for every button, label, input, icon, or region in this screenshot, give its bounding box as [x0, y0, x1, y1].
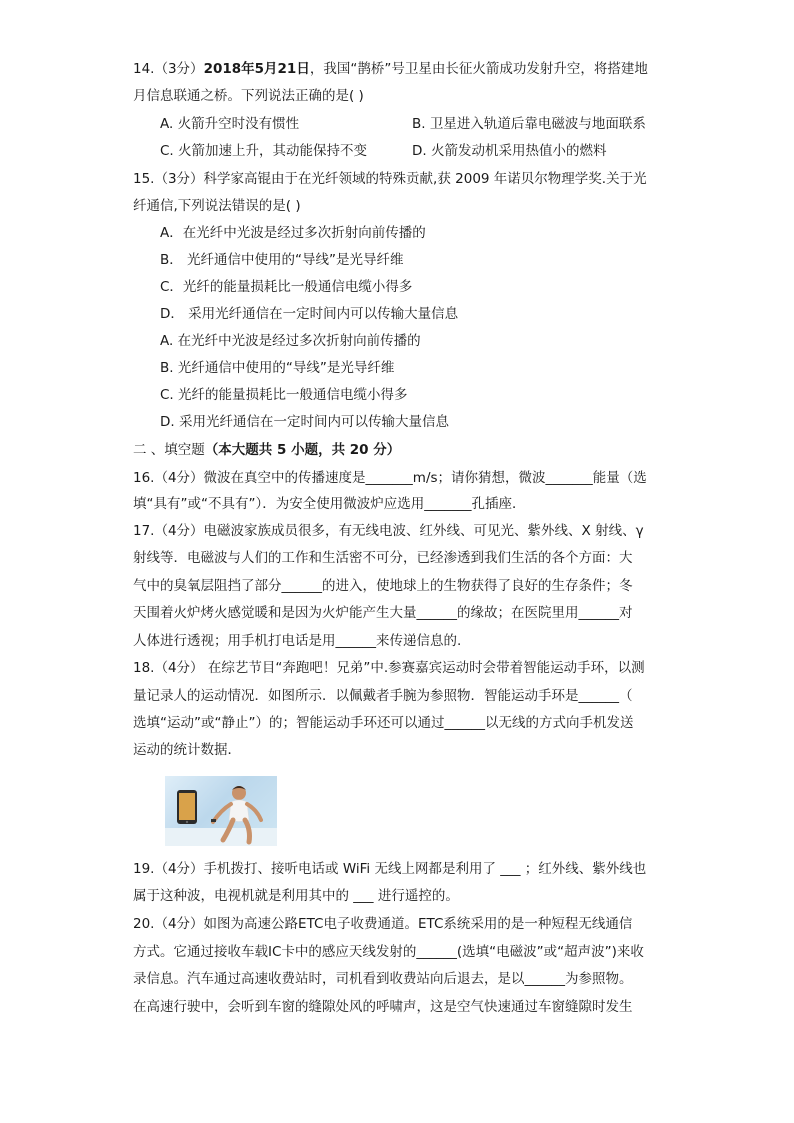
wristband-icon [211, 819, 216, 822]
phone-screen [179, 793, 195, 820]
runner-photo [165, 776, 277, 846]
q17-line-1: 17.（4分）电磁波家族成员很多，有无线电波、红外线、可见光、紫外线、X 射线、γ [133, 523, 644, 539]
q19-line-2: 属于这种波，电视机就是利用其中的 ___ 进行遥控的。 [133, 888, 459, 904]
q14-option-c: C. 火箭加速上升，其动能保持不变 [160, 143, 368, 159]
q15-line-1: 15.（3分）科学家高锟由于在光纤领域的特殊贡献,获 2009 年诺贝尔物理学奖.关于光 [133, 171, 647, 187]
q18-line-1: 18.（4分） 在综艺节目“奔跑吧！兄弟”中.参赛嘉宾运动时会带着智能运动手环，以测 [133, 660, 645, 676]
q17-line-5: 人体进行透视；用手机打电话是用______来传递信息的. [133, 633, 462, 649]
q19-line-1: 19.（4分）手机拨打、接听电话或 WiFi 无线上网都是利用了 ___ ；红外线、紫外线也 [133, 861, 647, 877]
q14-option-b: B. 卫星进入轨道后靠电磁波与地面联系 [412, 116, 646, 132]
q14-option-d: D. 火箭发动机采用热值小的燃料 [412, 143, 607, 159]
q14-line-2: 月信息联通之桥。下列说法正确的是( ) [133, 88, 364, 104]
q15-option-a2: A. 在光纤中光波是经过多次折射向前传播的 [160, 333, 421, 349]
q14-date: 2018年5月21日 [203, 61, 310, 77]
q20-line-4: 在高速行驶中，会听到车窗的缝隙处风的呼啸声，这是空气快速通过车窗缝隙时发生 [133, 999, 633, 1015]
q20-line-3: 录信息。汽车通过高速收费站时，司机看到收费站向后退去，是以______为参照物。 [133, 971, 633, 987]
q18-line-2: 量记录人的运动情况．如图所示．以佩戴者手腕为参照物．智能运动手环是______（ [133, 688, 633, 704]
runner-illustration [165, 776, 277, 846]
q20-line-2: 方式。它通过接收车载IC卡中的感应天线发射的______(选填“电磁波”或“超声波”)来收 [133, 944, 644, 960]
q16-line-2: 填“具有”或“不具有”）．为安全使用微波炉应选用_______孔插座． [133, 496, 526, 512]
q18-line-4: 运动的统计数据． [133, 742, 241, 758]
q17-line-3: 气中的臭氧层阻挡了部分______的进入，使地球上的生物获得了良好的生存条件；冬 [133, 578, 633, 594]
q15-option-b2: B. 光纤通信中使用的“导线”是光导纤维 [160, 360, 395, 376]
runner-arm-right [247, 804, 261, 820]
q17-line-4: 天围着火炉烤火感觉暖和是因为火炉能产生大量______的缘故；在医院里用______对 [133, 605, 633, 621]
q15-option-d1: D． 采用光纤通信在一定时间内可以传输大量信息 [160, 306, 459, 322]
q18-line-3: 选填“运动”或“静止”）的；智能运动手环还可以通过______以无线的方式向手机发送 [133, 715, 634, 731]
q17-line-2: 射线等．电磁波与人们的工作和生活密不可分，已经渗透到我们生活的各个方面：大 [133, 550, 633, 566]
q15-line-2: 纤通信,下列说法错误的是( ) [133, 198, 301, 214]
q15-option-c1: C．光纤的能量损耗比一般通信电缆小得多 [160, 279, 413, 295]
q15-option-a1: A．在光纤中光波是经过多次折射向前传播的 [160, 225, 426, 241]
q15-option-d2: D. 采用光纤通信在一定时间内可以传输大量信息 [160, 414, 449, 430]
ground [165, 828, 277, 846]
q14-line-1: 14.（3分）2018年5月21日，我国“鹊桥”号卫星由长征火箭成功发射升空，将搭建地 [133, 61, 648, 77]
q20-line-1: 20.（4分）如图为高速公路ETC电子收费通道。ETC系统采用的是一种短程无线通信 [133, 916, 633, 932]
q14-option-a: A. 火箭升空时没有惯性 [160, 116, 300, 132]
section-heading: 二 、填空题（本大题共 5 小题，共 20 分） [133, 442, 401, 458]
q15-option-c2: C. 光纤的能量损耗比一般通信电缆小得多 [160, 387, 408, 403]
q15-option-b1: B． 光纤通信中使用的“导线”是光导纤维 [160, 252, 404, 268]
q16-line-1: 16.（4分）微波在真空中的传播速度是_______m/s；请你猜想，微波_______能量（选 [133, 470, 647, 486]
